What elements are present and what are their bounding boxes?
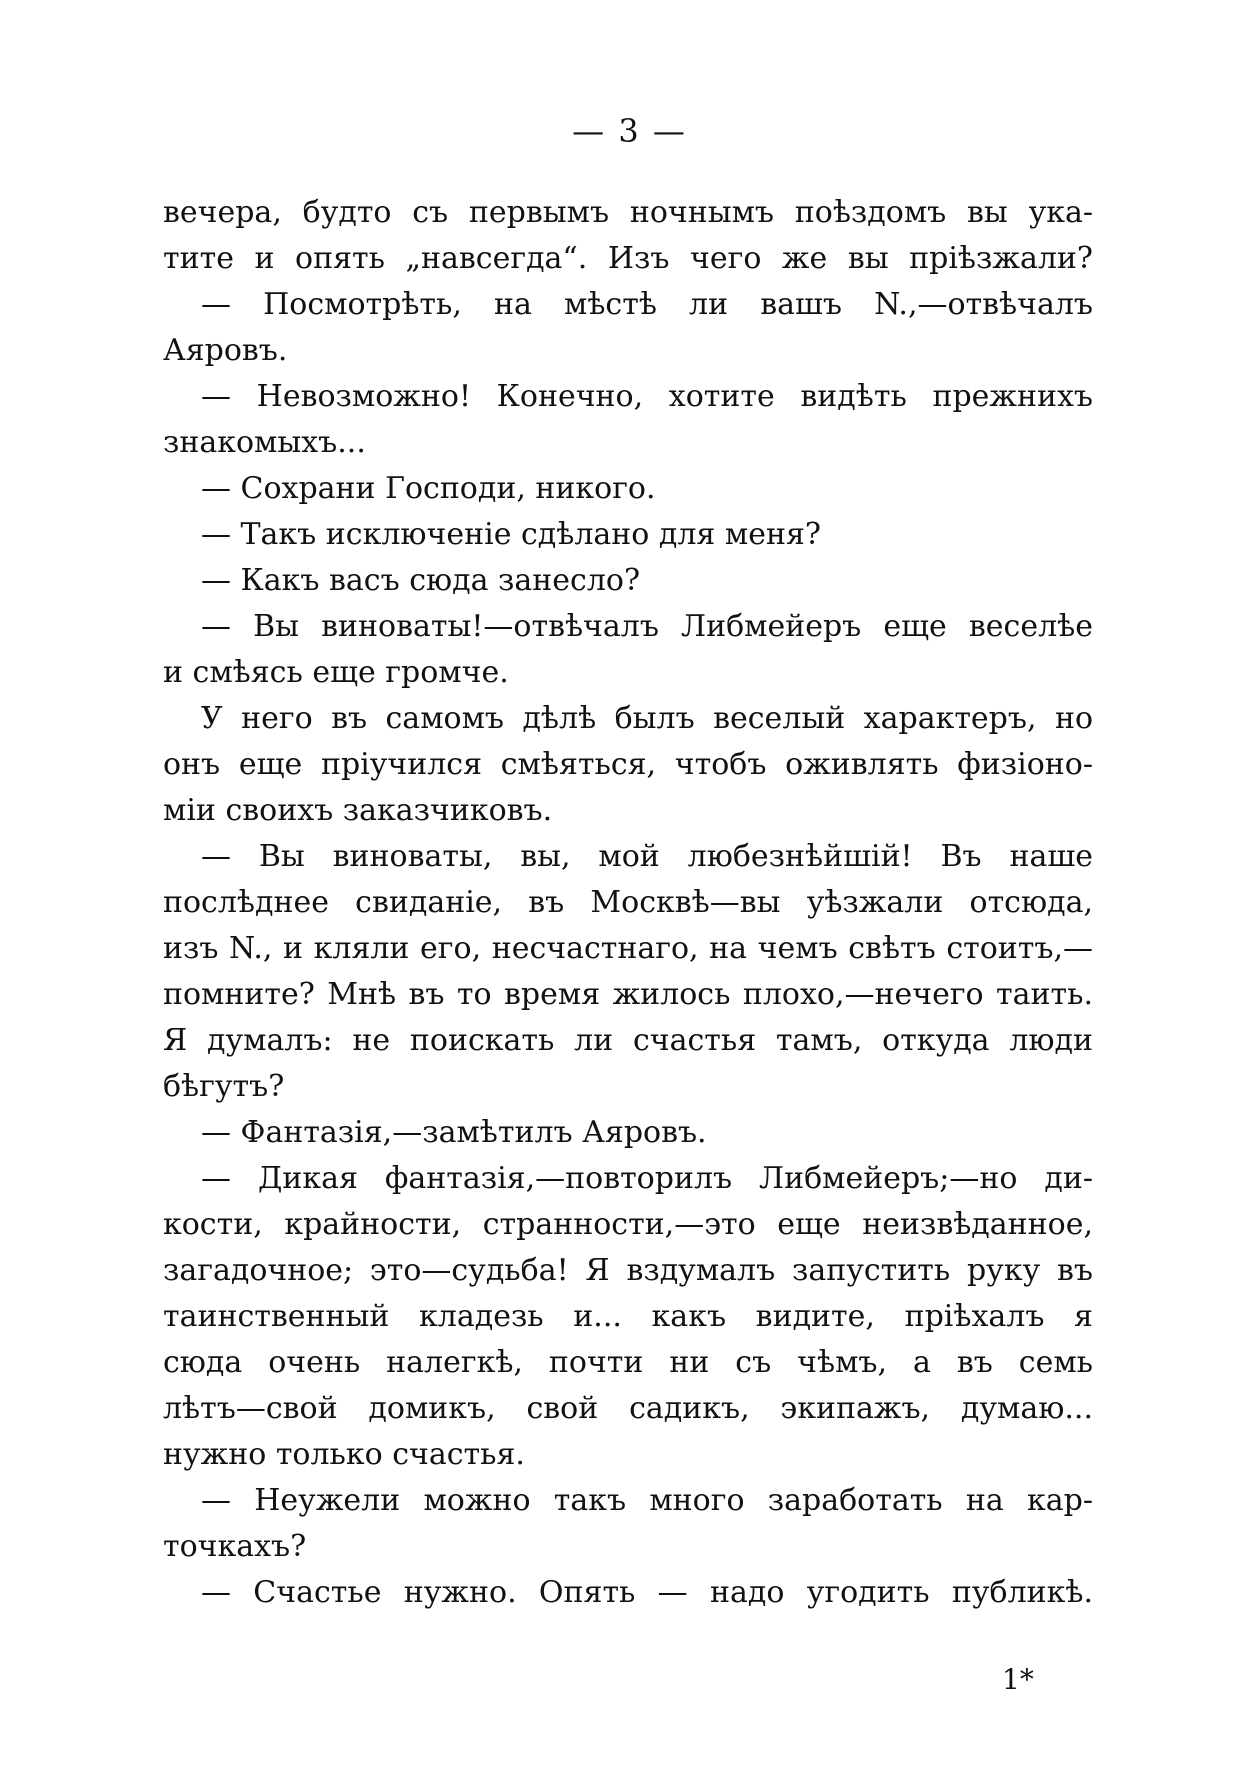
- text-line: — Какъ васъ сюда занесло?: [201, 563, 641, 598]
- text-line: точкахъ?: [163, 1529, 307, 1564]
- text-line: — Вы виноваты, вы, мой любезнѣйшій! Въ наше: [201, 839, 1093, 874]
- printer-signature-mark: 1*: [1002, 1663, 1034, 1696]
- text-line: — Вы виноваты!—отвѣчалъ Либмейеръ еще веселѣе: [201, 609, 1093, 644]
- text-line: — Сохрани Господи, никого.: [201, 471, 656, 506]
- text-line: — Фантазія,—замѣтилъ Аяровъ.: [201, 1115, 707, 1150]
- body-text: [163, 190, 1093, 1616]
- text-line: вечера, будто съ первымъ ночнымъ поѣздомъ вы ука-: [163, 195, 1093, 230]
- page-number: — 3 —: [572, 112, 687, 150]
- text-line: — Такъ исключеніе сдѣлано для меня?: [201, 517, 821, 552]
- text-line: сюда очень налегкѣ, почти ни съ чѣмъ, а въ семь: [163, 1345, 1093, 1380]
- text-line: — Посмотрѣть, на мѣстѣ ли вашъ N.,—отвѣчалъ: [201, 287, 1093, 322]
- text-line: таинственный кладезь и... какъ видите, пріѣхалъ я: [163, 1299, 1093, 1334]
- text-line: міи своихъ заказчиковъ.: [163, 793, 553, 828]
- text-line: — Неужели можно такъ много заработать на кар-: [201, 1483, 1093, 1518]
- text-line: тите и опять „навсегда“. Изъ чего же вы пріѣзжали?: [163, 241, 1093, 276]
- text-line: Аяровъ.: [163, 333, 288, 368]
- text-line: — Дикая фантазія,—повторилъ Либмейеръ;—но ди-: [201, 1161, 1093, 1196]
- text-line: онъ еще пріучился смѣяться, чтобъ оживлять физіоно-: [163, 747, 1093, 782]
- text-line: загадочное; это—судьба! Я вздумалъ запустить руку въ: [163, 1253, 1093, 1288]
- text-line: — Счастье нужно. Опять — надо угодить публикѣ.: [201, 1575, 1093, 1610]
- text-line: и смѣясь еще громче.: [163, 655, 509, 690]
- text-line: нужно только счастья.: [163, 1437, 525, 1472]
- text-line: знакомыхъ...: [163, 425, 366, 460]
- text-line: помните? Мнѣ въ то время жилось плохо,—нечего таить.: [163, 977, 1093, 1012]
- text-line: изъ N., и кляли его, несчастнаго, на чемъ свѣтъ стоитъ,—: [163, 931, 1093, 966]
- text-line: Я думалъ: не поискать ли счастья тамъ, откуда люди: [163, 1023, 1093, 1058]
- text-line: бѣгутъ?: [163, 1069, 285, 1104]
- text-line: — Невозможно! Конечно, хотите видѣть прежнихъ: [201, 379, 1093, 414]
- text-line: кости, крайности, странности,—это еще неизвѣданное,: [163, 1207, 1093, 1242]
- text-line: У него въ самомъ дѣлѣ былъ веселый характеръ, но: [201, 701, 1093, 736]
- text-line: лѣтъ—свой домикъ, свой садикъ, экипажъ, думаю...: [163, 1391, 1093, 1426]
- text-line: послѣднее свиданіе, въ Москвѣ—вы уѣзжали отсюда,: [163, 885, 1093, 920]
